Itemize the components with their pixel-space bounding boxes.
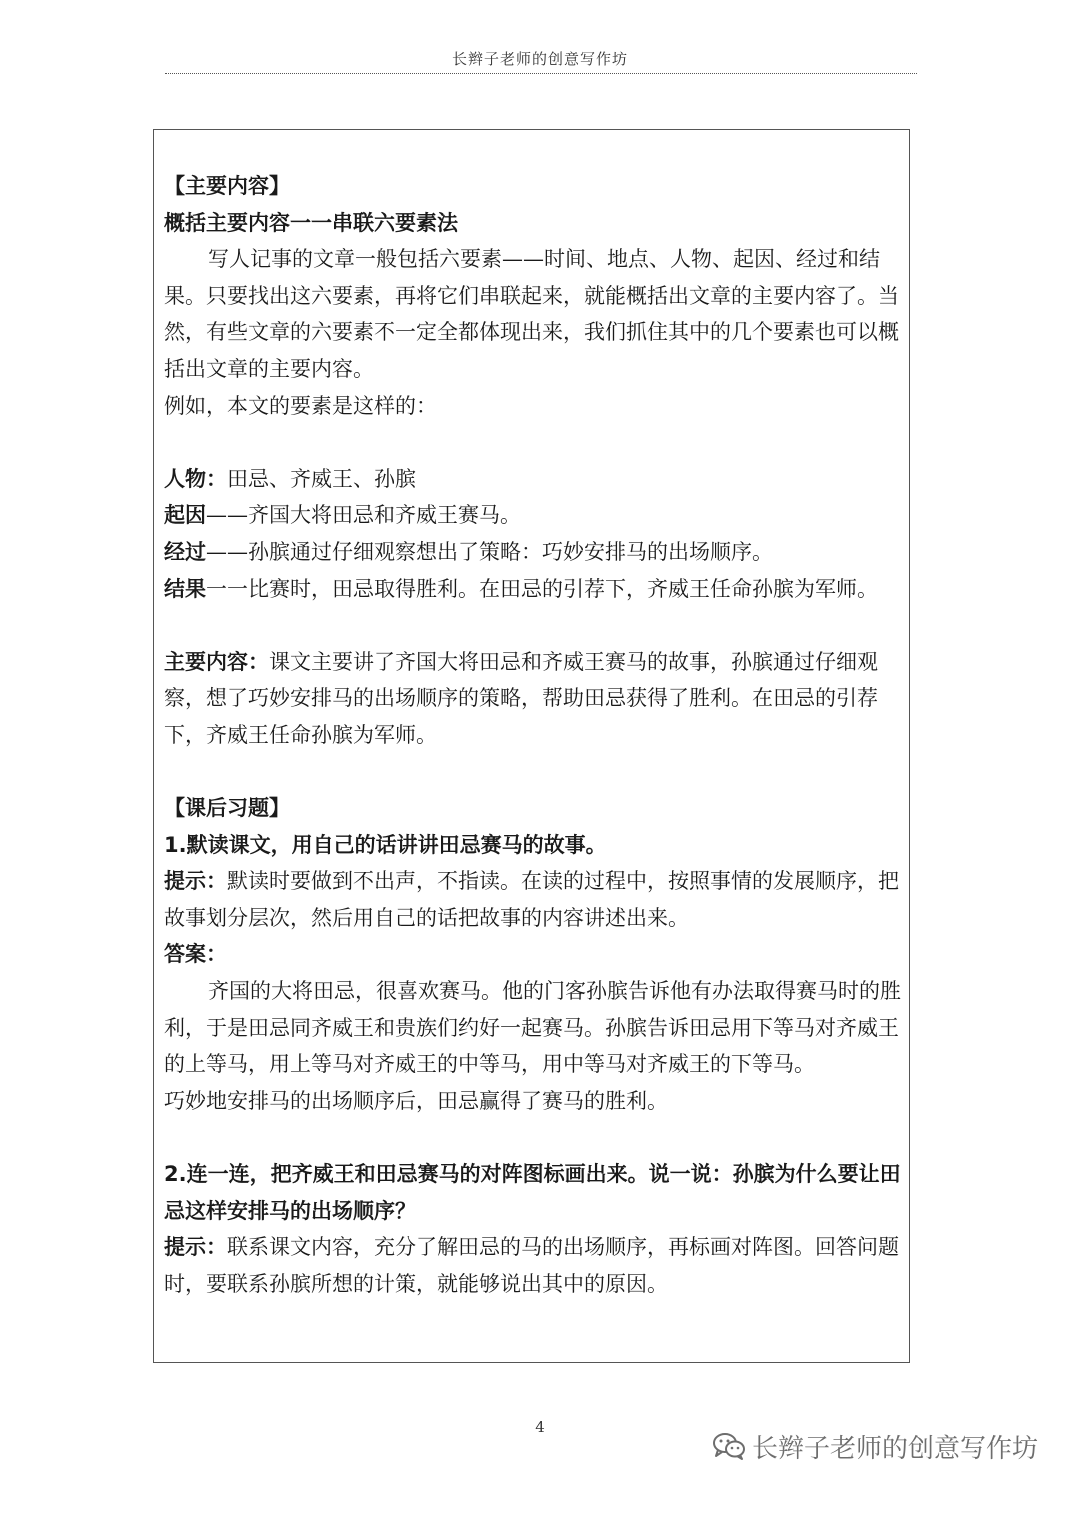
hint-label: 提示：	[164, 869, 227, 894]
summary-paragraph	[164, 644, 904, 754]
element-characters	[164, 461, 904, 498]
question-2: 2.连一连，把齐威王和田忌赛马的对阵图标画出来。说一说：孙膑为什么要让田忌这样安排马的出场顺序？	[164, 1162, 901, 1223]
wechat-icon	[712, 1431, 746, 1461]
hint-1	[164, 863, 904, 936]
page-number: 4	[535, 1418, 545, 1436]
summary-label: 主要内容：	[164, 649, 269, 674]
hint-text: 默读时要做到不出声，不指读。在读的过程中，按照事情的发展顺序，把故事划分层次，然后用自己的话把故事的内容讲述出来。	[164, 869, 899, 930]
section-heading-exercises: 【课后习题】	[164, 796, 290, 821]
answer-paragraph: 齐国的大将田忌，很喜欢赛马。他的门客孙膑告诉他有办法取得赛马时的胜利，于是田忌同齐威王和贵族们约好一起赛马。孙膑告诉田忌用下等马对齐威王的上等马，用上等马对齐威王的中等马，用中等马对齐威王的下等马。	[164, 979, 901, 1077]
spacer	[164, 754, 904, 791]
element-cause	[164, 497, 904, 534]
header-divider	[165, 73, 917, 74]
hint-label: 提示：	[164, 1235, 227, 1260]
element-text: 田忌、齐威王、孙膑	[227, 466, 416, 491]
element-label: 人物：	[164, 466, 227, 491]
spacer	[164, 424, 904, 461]
method-paragraph: 写人记事的文章一般包括六要素——时间、地点、人物、起因、经过和结果。只要找出这六要素，再将它们串联起来，就能概括出文章的主要内容了。当然，有些文章的六要素不一定全都体现出来，我们抓住其中的几个要素也可以概括出文章的主要内容。	[164, 247, 899, 381]
example-intro: 例如，本文的要素是这样的：	[164, 393, 437, 418]
section-heading-main-content: 【主要内容】	[164, 174, 290, 198]
element-process	[164, 534, 904, 571]
spacer	[164, 607, 904, 644]
element-result	[164, 571, 904, 608]
page-header: 长辫子老师的创意写作坊	[451, 50, 628, 68]
element-label: 结果	[164, 576, 206, 601]
element-label: 经过	[164, 539, 206, 564]
answer-label: 答案：	[164, 942, 227, 967]
element-text: ——齐国大将田忌和齐威王赛马。	[206, 503, 521, 528]
method-subheading: 概括主要内容一一串联六要素法	[164, 210, 458, 235]
hint-text: 联系课文内容，充分了解田忌的马的出场顺序，再标画对阵图。回答问题时，要联系孙膑所想的计策，就能够说出其中的原因。	[164, 1235, 899, 1296]
hint-2	[164, 1229, 904, 1302]
question-1: 1.默读课文，用自己的话讲讲田忌赛马的故事。	[164, 832, 607, 857]
watermark-text: 长辫子老师的创意写作坊	[752, 1433, 1039, 1464]
watermark	[712, 1426, 1038, 1466]
element-label: 起因	[164, 503, 206, 528]
element-text: 一一比赛时，田忌取得胜利。在田忌的引荐下，齐威王任命孙膑为军师。	[206, 576, 878, 601]
spacer	[164, 1119, 904, 1156]
answer-paragraph-2: 巧妙地安排马的出场顺序后，田忌赢得了赛马的胜利。	[164, 1088, 668, 1113]
summary-text: 课文主要讲了齐国大将田忌和齐威王赛马的故事，孙膑通过仔细观察，想了巧妙安排马的出场顺序的策略，帮助田忌获得了胜利。在田忌的引荐下，齐威王任命孙膑为军师。	[164, 649, 878, 747]
element-text: ——孙膑通过仔细观察想出了策略：巧妙安排马的出场顺序。	[206, 539, 773, 564]
content-body	[164, 168, 904, 1302]
